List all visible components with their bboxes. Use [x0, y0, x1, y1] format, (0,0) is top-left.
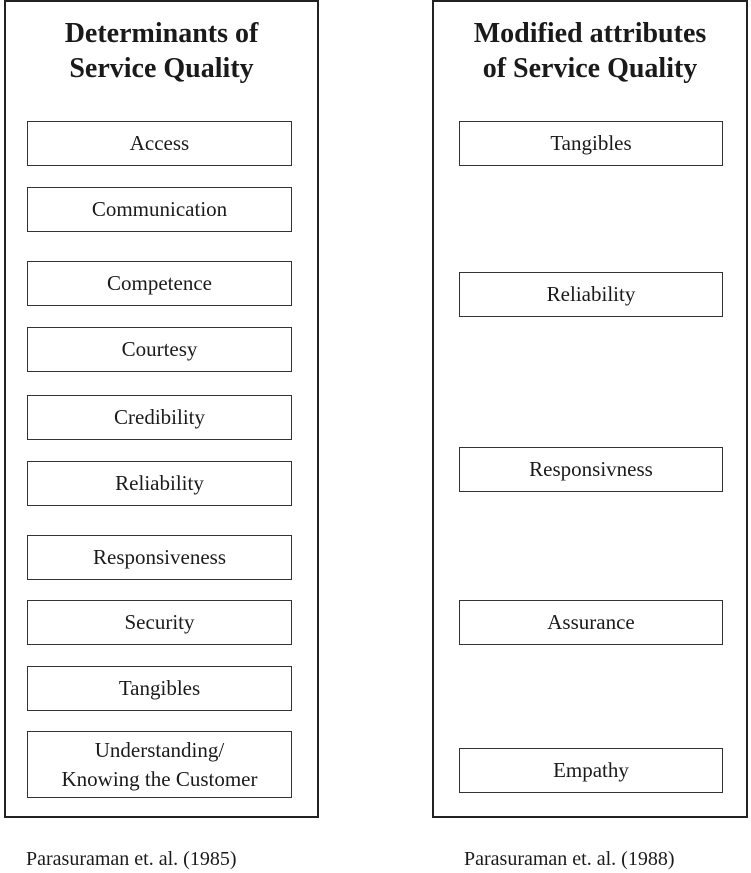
determinant-responsiveness: Responsiveness	[27, 535, 292, 580]
determinants-panel	[4, 0, 319, 818]
determinant-credibility: Credibility	[27, 395, 292, 440]
determinant-communication: Communication	[27, 187, 292, 232]
right-citation: Parasuraman et. al. (1988)	[464, 848, 675, 870]
determinant-courtesy: Courtesy	[27, 327, 292, 372]
determinant-security: Security	[27, 600, 292, 645]
attribute-empathy: Empathy	[459, 748, 723, 793]
modified-attributes-panel	[432, 0, 748, 818]
attribute-responsivness: Responsivness	[459, 447, 723, 492]
modified-attributes-title: Modified attributes of Service Quality	[473, 18, 707, 84]
determinant-access: Access	[27, 121, 292, 166]
left-citation: Parasuraman et. al. (1985)	[26, 848, 237, 870]
determinant-tangibles: Tangibles	[27, 666, 292, 711]
determinant-understanding: Understanding/ Knowing the Customer	[27, 731, 292, 798]
determinant-reliability: Reliability	[27, 461, 292, 506]
attribute-tangibles: Tangibles	[459, 121, 723, 166]
determinant-competence: Competence	[27, 261, 292, 306]
determinants-title: Determinants of Service Quality	[64, 18, 259, 84]
attribute-assurance: Assurance	[459, 600, 723, 645]
attribute-reliability: Reliability	[459, 272, 723, 317]
